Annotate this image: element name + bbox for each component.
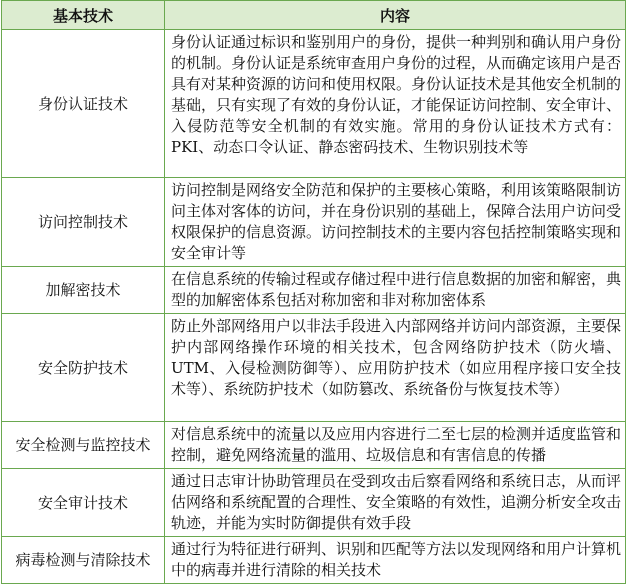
technology-description: 通过日志审计协助管理员在受到攻击后察看网络和系统日志，从而评估网络和系统配置的合理性、安全策略的有效性，追溯分析安全攻击轨迹，并能为实时防御提供有效手段	[165, 469, 626, 537]
technology-name: 访问控制技术	[2, 178, 165, 267]
technology-name: 病毒检测与清除技术	[2, 537, 165, 584]
technology-name: 身份认证技术	[2, 30, 165, 178]
header-technology: 基本技术	[2, 1, 165, 30]
table-row	[2, 30, 626, 178]
table-row	[2, 314, 626, 422]
header-content: 内容	[165, 1, 626, 30]
technology-description: 对信息系统中的流量以及应用内容进行二至七层的检测并适度监管和控制，避免网络流量的滥用、垃圾信息和有害信息的传播	[165, 422, 626, 469]
table-header-row	[2, 1, 626, 30]
technology-description: 通过行为特征进行研判、识别和匹配等方法以发现网络和用户计算机中的病毒并进行清除的相关技术	[165, 537, 626, 584]
technology-name: 安全审计技术	[2, 469, 165, 537]
technology-description: 访问控制是网络安全防范和保护的主要核心策略，利用该策略限制访问主体对客体的访问，并在身份识别的基础上，保障合法用户访问受权限保护的信息资源。访问控制技术的主要内容包括控制策略实现和安全审计等	[165, 178, 626, 267]
technology-description: 在信息系统的传输过程或存储过程中进行信息数据的加密和解密，典型的加解密体系包括对称加密和非对称加密体系	[165, 267, 626, 314]
technology-description: 防止外部网络用户以非法手段进入内部网络并访问内部资源，主要保护内部网络操作环境的相关技术，包含网络防护技术（防火墙、UTM、入侵检测防御等）、应用防护技术（如应用程序接口安全技术等）、系统防护技术（如防篡改、系统备份与恢复技术等）	[165, 314, 626, 422]
technology-name: 安全检测与监控技术	[2, 422, 165, 469]
technology-name: 加解密技术	[2, 267, 165, 314]
table-row	[2, 267, 626, 314]
technology-description: 身份认证通过标识和鉴别用户的身份，提供一种判别和确认用户身份的机制。身份认证是系统审查用户身份的过程，从而确定该用户是否具有对某种资源的访问和使用权限。身份认证技术是其他安全机制的基础，只有实现了有效的身份认证，才能保证访问控制、安全审计、入侵防范等安全机制的有效实施。常用的身份认证技术方式有：PKI、动态口令认证、静态密码技术、生物识别技术等	[165, 30, 626, 178]
security-technology-table	[1, 0, 626, 584]
table-row	[2, 422, 626, 469]
table-row	[2, 178, 626, 267]
table-row	[2, 469, 626, 537]
technology-name: 安全防护技术	[2, 314, 165, 422]
table-row	[2, 537, 626, 584]
